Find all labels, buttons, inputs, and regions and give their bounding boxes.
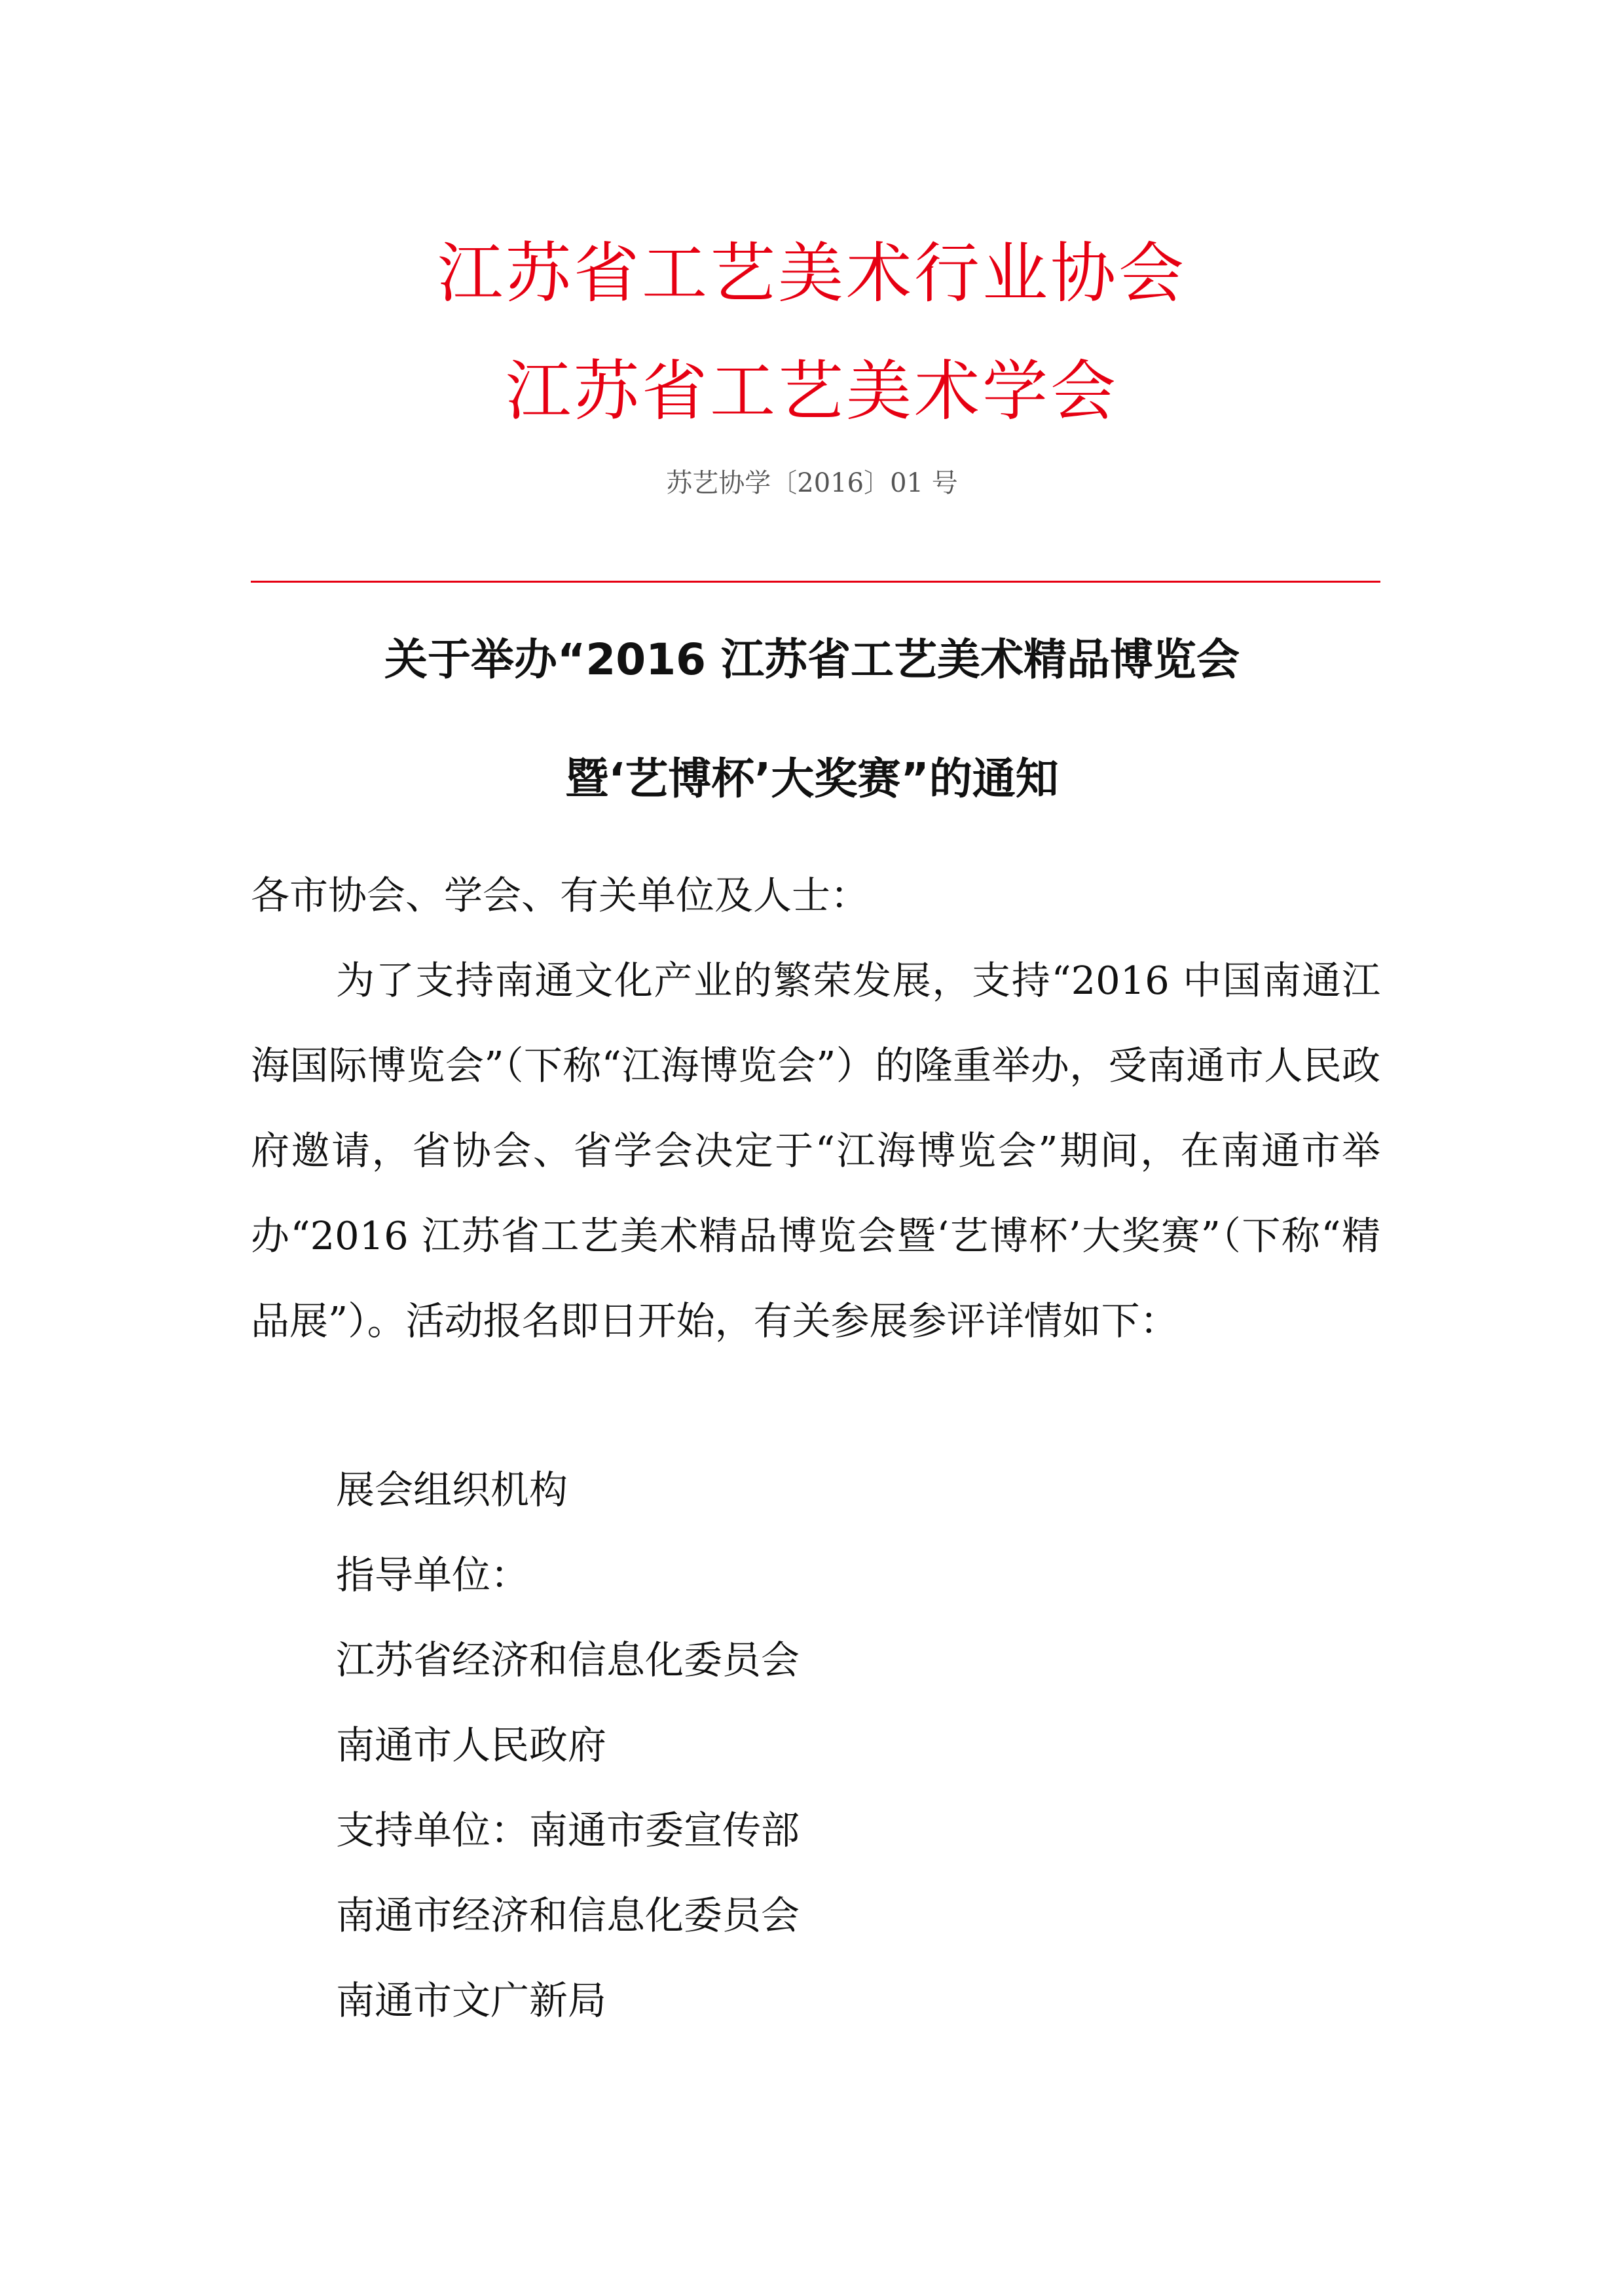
issuer-name-secondary: 江苏省工艺美术学会 [506, 353, 1118, 429]
section-heading-organization: 展会组织机构 [336, 1467, 568, 1512]
supporting-units-label: 支持单位：南通市委宣传部 [336, 1808, 800, 1853]
red-header-divider [251, 581, 1380, 583]
organization-list [336, 1448, 1384, 2043]
guiding-unit-item: 南通市人民政府 [336, 1722, 607, 1768]
intro-paragraph: 为了支持南通文化产业的繁荣发展，支持“2016 中国南通江海国际博览会”（下称“江海博览会”）的隆重举办，受南通市人民政府邀请，省协会、省学会决定于“江海博览会”期间，在南通市举办“2016 江苏省工艺美术精品博览会暨‘艺博杯’大奖赛”（下称“精品展”）。活动报名即日开始，有关参展参评详情如下： [251, 958, 1380, 1343]
supporting-unit-item: 南通市经济和信息化委员会 [336, 1893, 800, 1938]
salutation: 各市协会、学会、有关单位及人士： [251, 873, 870, 918]
notice-title-line-2: 暨‘艺博杯’大奖赛”的通知 [565, 754, 1059, 804]
guiding-units-label: 指导单位： [336, 1552, 530, 1597]
document-number: 苏艺协学〔2016〕01 号 [666, 468, 958, 498]
supporting-unit-item: 南通市文广新局 [336, 1978, 607, 2023]
issuer-name-primary: 江苏省工艺美术行业协会 [437, 235, 1187, 312]
notice-title-line-1: 关于举办“2016 江苏省工艺美术精品博览会 [384, 634, 1240, 685]
guiding-unit-item: 江苏省经济和信息化委员会 [336, 1637, 800, 1683]
